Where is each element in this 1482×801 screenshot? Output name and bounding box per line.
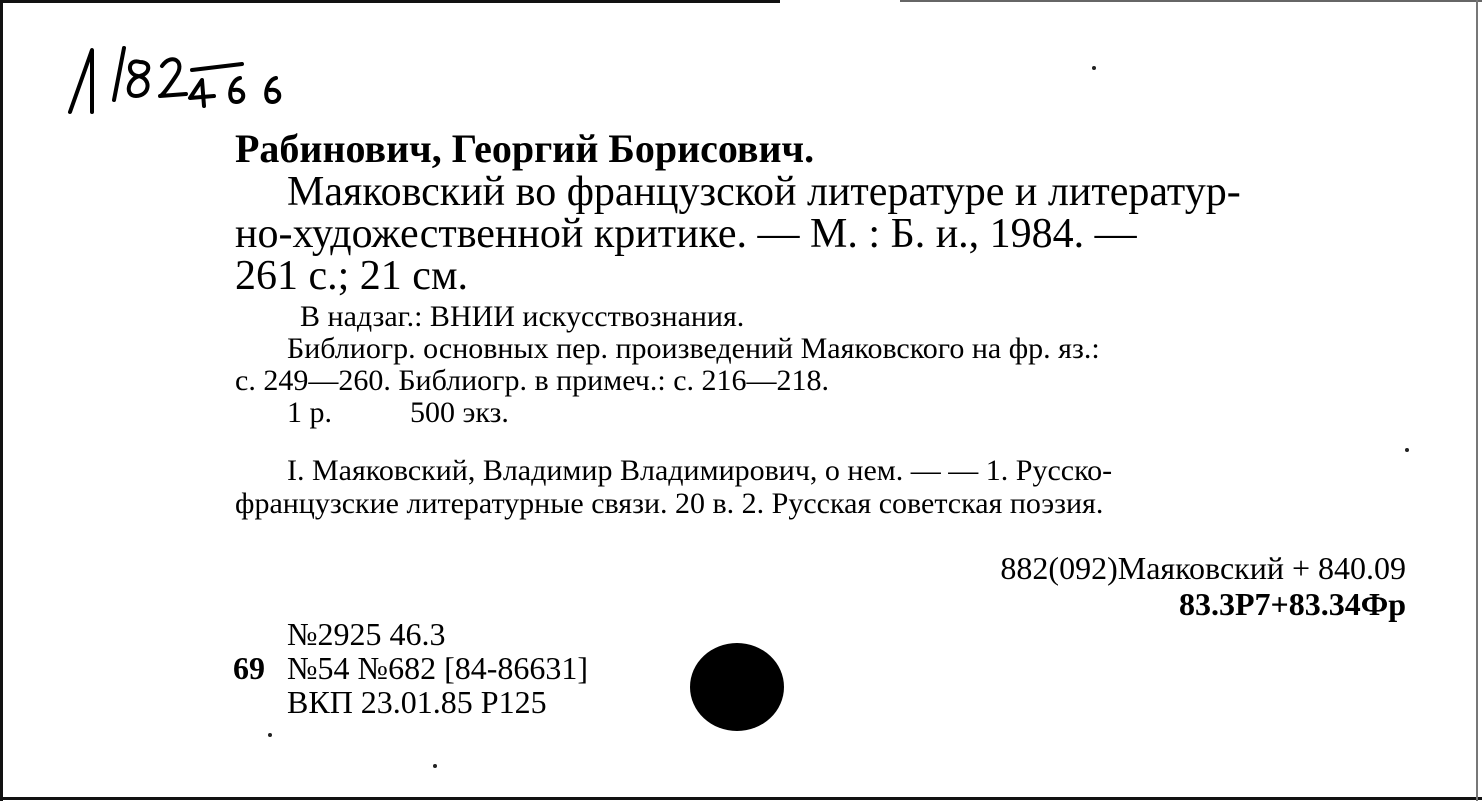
bbk-classification: 83.3Р7+83.34Фр [1178,586,1406,622]
note-bibliography-2: с. 249—260. Библиогр. в примеч.: с. 216—218. [235,364,830,397]
registry-number: №2925 46.3 [287,616,446,652]
subjects-line-1: I. Маяковский, Владимир Владимирович, о нем. — — 1. Русско- [287,454,1113,487]
speck [1405,448,1409,452]
card-left-edge [0,0,3,801]
note-copies: 500 экз. [410,396,509,429]
title-line-3: 261 с.; 21 см. [235,253,469,299]
handwritten-call-number [62,40,322,120]
speck [1092,66,1096,70]
card-bottom-edge [0,797,1482,800]
udc-classification: 882(092)Маяковский + 840.09 [1000,550,1406,586]
title-line-1: Маяковский во французской литературе и литератур- [287,169,1241,215]
card-top-edge-right [900,0,1482,2]
registry-prefix: 69 [233,650,265,686]
note-nadzag: В надзаг.: ВНИИ искусствознания. [300,300,745,333]
card-right-edge [1476,0,1478,801]
registry-vkp: ВКП 23.01.85 Р125 [287,684,547,720]
note-price: 1 р. [287,396,332,429]
author-heading: Рабинович, Георгий Борисович. [235,126,815,171]
subjects-line-2: французские литературные связи. 20 в. 2. Русская советская поэзия. [235,487,1104,520]
speck [268,733,272,737]
punch-hole [690,643,784,731]
speck [433,764,437,768]
registry-ids: №54 №682 [84-86631] [287,650,589,686]
note-bibliography-1: Библиогр. основных пер. произведений Маяковского на фр. яз.: [287,332,1100,365]
title-line-2: но-художественной критике. — М. : Б. и., 1984. — [235,211,1137,257]
card-top-edge [0,0,780,3]
